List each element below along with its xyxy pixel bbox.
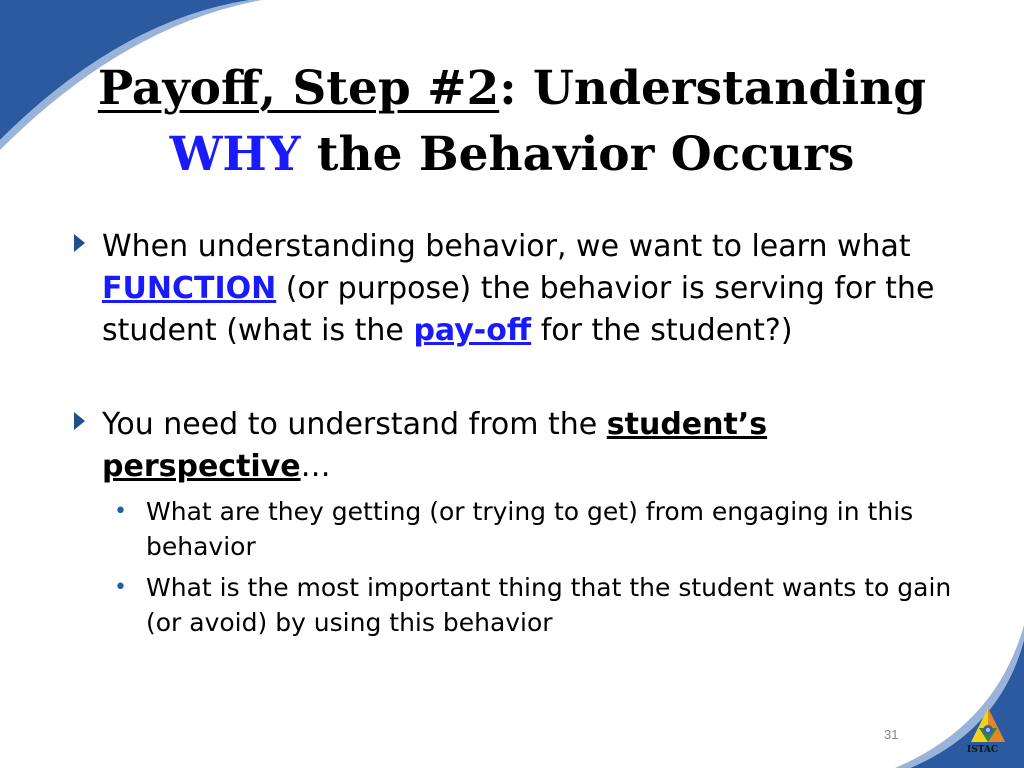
- keyword-function: FUNCTION: [102, 271, 277, 306]
- sub-bullet-text: What is the most important thing that the student wants to gain (or avoid) by using this behavior: [146, 573, 952, 637]
- sub-bullet-item: [74, 494, 974, 564]
- bullet-item: [74, 226, 974, 352]
- keyword-payoff: pay-off: [413, 313, 532, 348]
- bullet-text: …: [300, 449, 331, 484]
- sub-bullet-text: What are they getting (or trying to get) from engaging in this behavior: [146, 497, 914, 561]
- bullet-text: (or purpose) the behavior is serving for the student (what is the: [102, 271, 935, 348]
- page-number: 31: [884, 727, 899, 742]
- keyword-students-perspective: student’s perspective: [102, 407, 768, 484]
- dot-bullet-icon: •: [114, 499, 127, 524]
- sub-bullet-list: [74, 494, 974, 640]
- logo-label: ISTAC: [967, 745, 999, 755]
- title-why: WHY: [169, 127, 301, 182]
- title-underlined-part: Payoff, Step #2: [97, 61, 500, 116]
- bullet-list: [74, 226, 974, 646]
- bullet-text: for the student?): [531, 313, 793, 348]
- bullet-text: When understanding behavior, we want to learn what: [102, 229, 911, 264]
- sub-bullet-item: [74, 570, 974, 640]
- bullet-text: You need to understand from the: [102, 407, 607, 442]
- slide-title: [0, 56, 1024, 188]
- triangle-bullet-icon: [74, 412, 85, 430]
- title-part-3: the Behavior Occurs: [300, 127, 855, 182]
- title-line-1: [0, 56, 1024, 122]
- triangle-bullet-icon: [74, 234, 85, 252]
- dot-bullet-icon: •: [114, 575, 127, 600]
- istac-logo-icon: [968, 706, 1008, 746]
- bullet-item: [74, 404, 974, 488]
- title-part-2: : Understanding: [499, 61, 927, 116]
- title-line-2: [0, 122, 1024, 188]
